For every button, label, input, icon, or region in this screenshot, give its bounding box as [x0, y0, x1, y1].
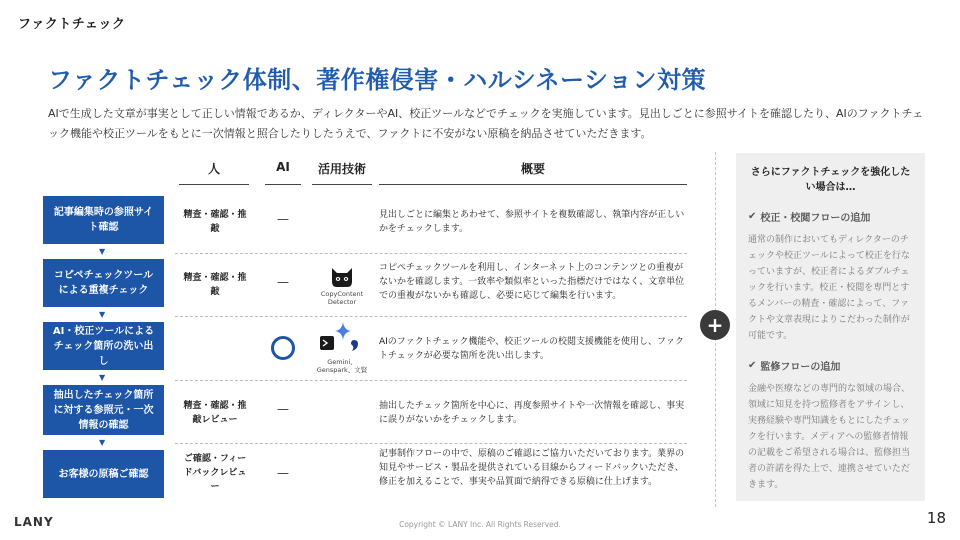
page-number: 18 — [926, 509, 946, 527]
person-role: 精査・確認・推敲 — [183, 273, 247, 297]
flow-step-2: コピペチェックツールによる重複チェック — [43, 259, 164, 307]
company-logo: LANY — [14, 515, 54, 529]
person-role: 精査・確認・推敲 — [183, 210, 247, 234]
tool-name: CopyContent Detector — [320, 290, 364, 306]
side-block-body: 通常の制作においてもディレクターのチェックや校正ツールによって校正を行なっていますが、校正者によるダブルチェックを行います。校正・校閲を専門とするメンバーの精査・確認によって、ファクトや文章表現によりこだわった制作が可能です。 — [748, 235, 910, 341]
down-arrow-icon: ▼ — [99, 373, 106, 382]
down-arrow-icon: ▼ — [99, 247, 106, 256]
flow-step-1: 記事編集時の参照サイト確認 — [43, 196, 164, 244]
ai-mark: — — [277, 212, 289, 226]
column-underline — [265, 184, 301, 185]
side-block-heading-text: 監修フローの追加 — [760, 362, 841, 373]
ai-mark: — — [277, 275, 289, 289]
check-icon: ✔ — [748, 211, 757, 222]
ai-tools-icon — [318, 322, 366, 356]
ai-mark: — — [277, 466, 289, 480]
tool-name: Gemini、Genspark、文賢 — [316, 358, 368, 374]
column-header-person: 人 — [207, 162, 220, 176]
column-underline — [179, 184, 249, 185]
flow-step-4: 抽出したチェック箇所に対する参照元・一次情報の確認 — [43, 385, 164, 435]
flow-step-5: お客様の原稿ご確認 — [43, 450, 164, 498]
section-label: ファクトチェック — [18, 17, 126, 32]
tool-copycontent — [312, 266, 372, 306]
check-icon: ✔ — [748, 360, 757, 371]
step-description: AIのファクトチェック機能や、校正ツールの校閲支援機能を使用し、ファクトチェックが必要な箇所を洗い出します。 — [379, 337, 684, 361]
side-panel — [736, 153, 925, 501]
side-panel-title: さらにファクトチェックを強化したい場合は… — [750, 167, 911, 193]
step-description: コピペチェックツールを利用し、インターネット上のコンテンツとの重複がないかを確認します。一致率や類似率といった指標だけではなく、文章単位での重複がないかも確認し、必要に応じて編集を行います。 — [379, 263, 685, 301]
ai-circle-icon — [271, 336, 295, 360]
column-header-summary: 概要 — [520, 162, 545, 176]
plus-icon: + — [700, 310, 730, 340]
intro-text: AIで生成した文章が事実として正しい情報であるか、ディレクターやAI、校正ツールなどでチェックを実施しています。見出しごとに参照サイトを確認したり、AIのファクトチェック機能や校正ツールをもとに一次情報と照合したりしたうえで、ファクトに不安がない原稿を納品させていただきます。 — [48, 107, 924, 140]
row-divider — [175, 253, 687, 254]
step-description: 抽出したチェック箇所を中心に、再度参照サイトや一次情報を確認し、事実に誤りがないかをチェックします。 — [379, 401, 685, 425]
page-title: ファクトチェック体制、著作権侵害・ハルシネーション対策 — [48, 66, 707, 94]
step-description: 記事制作フローの中で、原稿のご確認にご協力いただいております。業界の知見やサービス・製品を提供されている目線からフィードバックいただき、修正を加えることで、事実や品質面で納得できる原稿に仕上げます。 — [379, 449, 685, 487]
copycontent-cat-icon — [329, 266, 355, 288]
side-block-heading — [748, 358, 913, 373]
flow-step-3: AI・校正ツールによるチェック箇所の洗い出し — [43, 322, 164, 370]
down-arrow-icon: ▼ — [99, 310, 106, 319]
column-header-ai: AI — [276, 160, 290, 174]
copyright-text: Copyright © LANY Inc. All Rights Reserved. — [399, 520, 561, 529]
row-divider — [175, 316, 687, 317]
ai-mark: — — [277, 402, 289, 416]
step-description: 見出しごとに編集とあわせて、参照サイトを複数確認し、執筆内容が正しいかをチェックします。 — [379, 210, 685, 234]
column-header-tech: 活用技術 — [317, 162, 366, 176]
column-underline — [379, 184, 687, 185]
person-role: ご確認・フィードバックレビュー — [183, 454, 247, 492]
side-block-body: 金融や医療などの専門的な領域の場合、領域に知見を持つ監修者をアサインし、実務経験や専門知識をもとにしたチェックを行います。メディアへの監修者情報の記載をご希望される場合は、監修担当者の許諾を得た上で、連携させていただきます。 — [748, 384, 911, 490]
row-divider — [175, 380, 687, 381]
tool-gemini-genspark — [310, 322, 374, 374]
down-arrow-icon: ▼ — [99, 438, 106, 447]
side-block-heading — [748, 209, 913, 224]
side-block-heading-text: 校正・校閲フローの追加 — [760, 213, 871, 224]
column-underline — [312, 184, 372, 185]
person-role: 精査・確認・推敲レビュー — [183, 401, 247, 425]
row-divider — [175, 443, 687, 444]
